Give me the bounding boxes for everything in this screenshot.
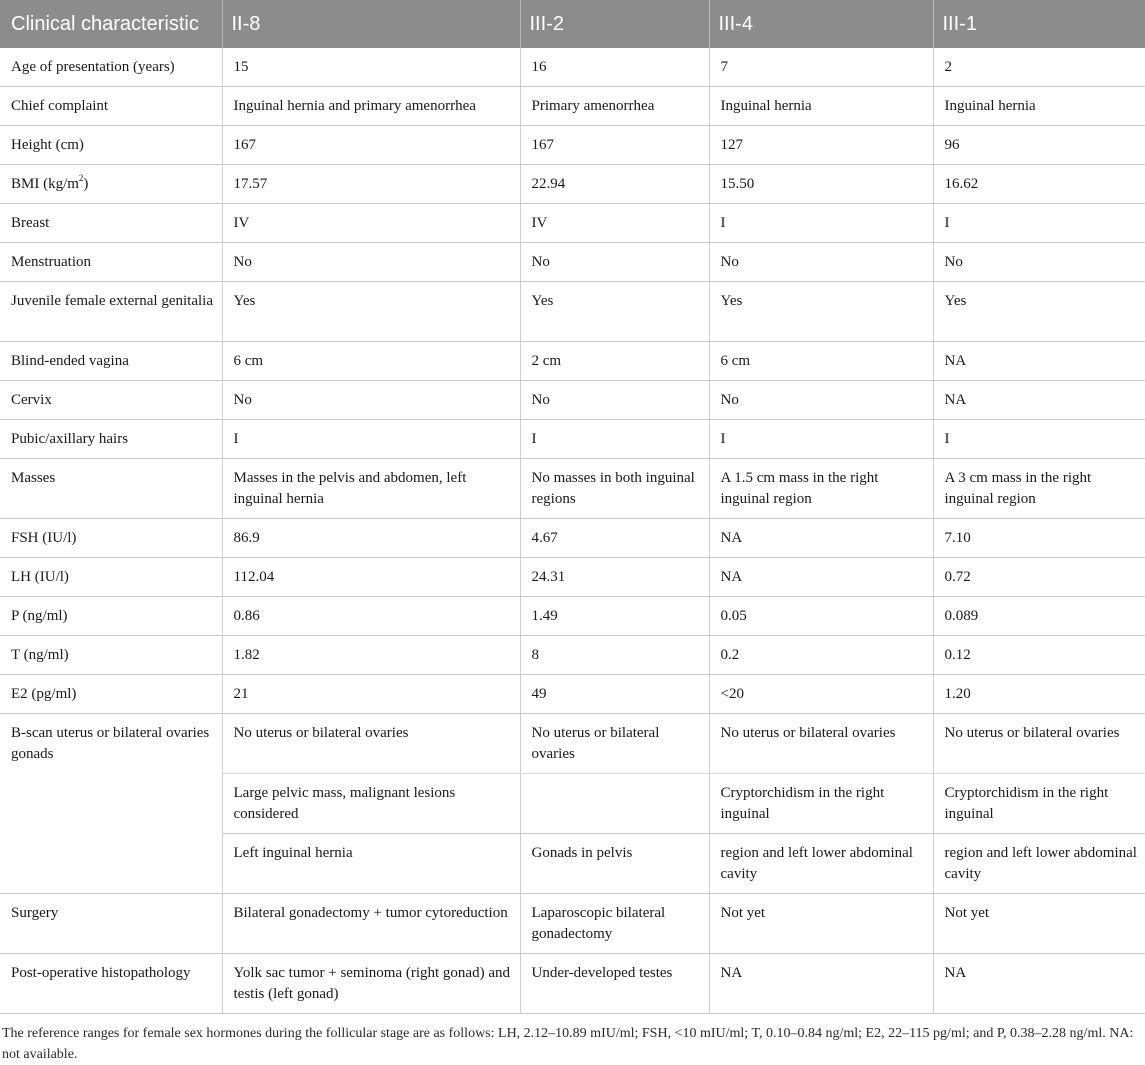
row-label: T (ng/ml) [0, 636, 222, 675]
cell: Yes [520, 282, 709, 342]
table-row [0, 282, 1145, 342]
row-label: Juvenile female external genitalia [0, 282, 222, 342]
row-label: B-scan uterus or bilateral ovaries gonads [0, 714, 222, 894]
cell: A 3 cm mass in the right inguinal region [933, 459, 1145, 519]
table-row [0, 519, 1145, 558]
header-row [0, 0, 1145, 48]
row-label: Menstruation [0, 243, 222, 282]
row-label [0, 165, 222, 204]
cell: I [709, 420, 933, 459]
header-ii-8: II-8 [222, 0, 520, 48]
cell: 1.49 [520, 597, 709, 636]
cell: No uterus or bilateral ovaries [222, 714, 520, 774]
table-row [0, 459, 1145, 519]
cell: 86.9 [222, 519, 520, 558]
cell: 127 [709, 126, 933, 165]
row-label: FSH (IU/l) [0, 519, 222, 558]
row-label: Age of presentation (years) [0, 48, 222, 87]
table-row [0, 87, 1145, 126]
cell: Masses in the pelvis and abdomen, left inguinal hernia [222, 459, 520, 519]
cell: NA [709, 954, 933, 1014]
cell: IV [222, 204, 520, 243]
cell: NA [933, 342, 1145, 381]
row-label: Post-operative histopathology [0, 954, 222, 1014]
cell: I [933, 204, 1145, 243]
cell: No uterus or bilateral ovaries [933, 714, 1145, 774]
row-label: E2 (pg/ml) [0, 675, 222, 714]
cell: Bilateral gonadectomy + tumor cytoreduction [222, 894, 520, 954]
row-label: Surgery [0, 894, 222, 954]
table-body [0, 48, 1145, 1014]
cell: NA [933, 954, 1145, 1014]
row-label-text: ) [83, 176, 89, 192]
cell: 2 [933, 48, 1145, 87]
cell: No [520, 381, 709, 420]
cell: Cryptorchidism in the right inguinal [933, 774, 1145, 834]
cell: No [709, 243, 933, 282]
cell: 6 cm [709, 342, 933, 381]
table-row [0, 954, 1145, 1014]
cell: 0.089 [933, 597, 1145, 636]
cell: 0.72 [933, 558, 1145, 597]
cell: Cryptorchidism in the right inguinal [709, 774, 933, 834]
table-row [0, 204, 1145, 243]
cell: NA [933, 381, 1145, 420]
cell: No uterus or bilateral ovaries [520, 714, 709, 774]
cell: 7 [709, 48, 933, 87]
cell: NA [709, 558, 933, 597]
cell: I [933, 420, 1145, 459]
table-row [0, 894, 1145, 954]
cell: Large pelvic mass, malignant lesions considered [222, 774, 520, 834]
cell: No [222, 381, 520, 420]
table-row [0, 243, 1145, 282]
cell: 49 [520, 675, 709, 714]
cell: region and left lower abdominal cavity [709, 834, 933, 894]
cell: 96 [933, 126, 1145, 165]
cell: Inguinal hernia and primary amenorrhea [222, 87, 520, 126]
cell [520, 774, 709, 834]
cell: 15 [222, 48, 520, 87]
row-label: Cervix [0, 381, 222, 420]
cell: Inguinal hernia [933, 87, 1145, 126]
cell: 21 [222, 675, 520, 714]
row-label: LH (IU/l) [0, 558, 222, 597]
row-label: P (ng/ml) [0, 597, 222, 636]
cell: Yes [222, 282, 520, 342]
table-row [0, 126, 1145, 165]
cell: 167 [222, 126, 520, 165]
cell: 4.67 [520, 519, 709, 558]
cell: A 1.5 cm mass in the right inguinal region [709, 459, 933, 519]
cell: 16 [520, 48, 709, 87]
row-label: Chief complaint [0, 87, 222, 126]
superscript: 2 [78, 173, 84, 183]
cell: 1.20 [933, 675, 1145, 714]
cell: No [520, 243, 709, 282]
row-label: Breast [0, 204, 222, 243]
cell: Yolk sac tumor + seminoma (right gonad) and testis (left gonad) [222, 954, 520, 1014]
row-label: Pubic/axillary hairs [0, 420, 222, 459]
table-row [0, 165, 1145, 204]
table-row [0, 597, 1145, 636]
cell: Yes [933, 282, 1145, 342]
cell: Yes [709, 282, 933, 342]
header-iii-1: III-1 [933, 0, 1145, 48]
table-row [0, 381, 1145, 420]
table-row [0, 48, 1145, 87]
cell: 2 cm [520, 342, 709, 381]
cell: <20 [709, 675, 933, 714]
cell: I [222, 420, 520, 459]
cell: 17.57 [222, 165, 520, 204]
row-label: Height (cm) [0, 126, 222, 165]
cell: Left inguinal hernia [222, 834, 520, 894]
cell: No [933, 243, 1145, 282]
cell: 0.2 [709, 636, 933, 675]
table-row [0, 675, 1145, 714]
cell: Laparoscopic bilateral gonadectomy [520, 894, 709, 954]
cell: Gonads in pelvis [520, 834, 709, 894]
table-row [0, 420, 1145, 459]
table-row [0, 342, 1145, 381]
cell: 167 [520, 126, 709, 165]
header-clinical-characteristic: Clinical characteristic [0, 0, 222, 48]
cell: 0.12 [933, 636, 1145, 675]
cell: Primary amenorrhea [520, 87, 709, 126]
row-label-text: BMI (kg/m [11, 176, 79, 192]
cell: region and left lower abdominal cavity [933, 834, 1145, 894]
cell: 7.10 [933, 519, 1145, 558]
cell: NA [709, 519, 933, 558]
table-row [0, 558, 1145, 597]
cell: 8 [520, 636, 709, 675]
cell: Not yet [933, 894, 1145, 954]
cell: 1.82 [222, 636, 520, 675]
header-iii-4: III-4 [709, 0, 933, 48]
cell: 15.50 [709, 165, 933, 204]
cell: Not yet [709, 894, 933, 954]
cell: No uterus or bilateral ovaries [709, 714, 933, 774]
cell: No [709, 381, 933, 420]
table-header [0, 0, 1145, 48]
cell: 6 cm [222, 342, 520, 381]
cell: 112.04 [222, 558, 520, 597]
cell: No [222, 243, 520, 282]
cell: 22.94 [520, 165, 709, 204]
cell: IV [520, 204, 709, 243]
row-label: Blind-ended vagina [0, 342, 222, 381]
cell: I [709, 204, 933, 243]
row-label: Masses [0, 459, 222, 519]
cell: 0.05 [709, 597, 933, 636]
cell: 24.31 [520, 558, 709, 597]
cell: 16.62 [933, 165, 1145, 204]
table-footnote: The reference ranges for female sex hormones during the follicular stage are as follows: LH, 2.12–10.89 mIU/ml; FSH, <10 mIU/ml; T, 0.10–0.84 ng/ml; E2, 22–115 pg/ml; and P, 0.38–2.28 ng/ml. NA: not available. [2, 1026, 1134, 1062]
cell: I [520, 420, 709, 459]
cell: 0.86 [222, 597, 520, 636]
table-row [0, 714, 1145, 774]
header-iii-2: III-2 [520, 0, 709, 48]
cell: No masses in both inguinal regions [520, 459, 709, 519]
cell: Inguinal hernia [709, 87, 933, 126]
cell: Under-developed testes [520, 954, 709, 1014]
table-row [0, 636, 1145, 675]
